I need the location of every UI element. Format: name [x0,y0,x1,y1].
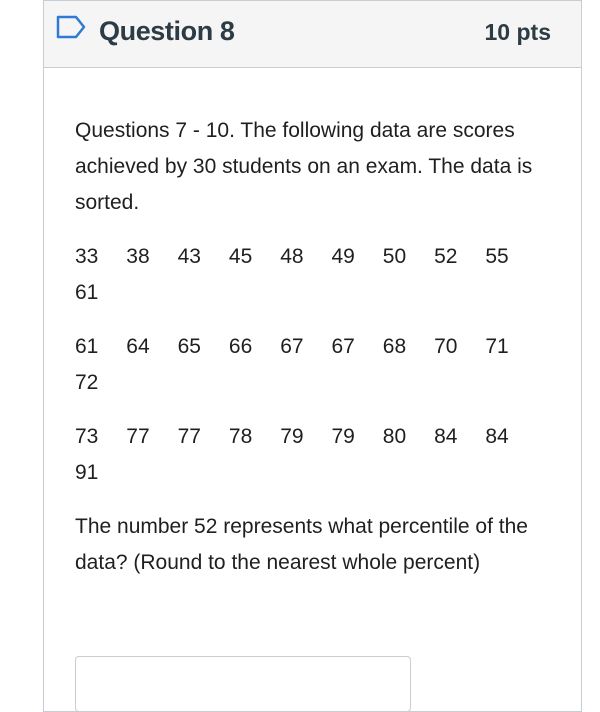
question-intro: Questions 7 - 10. The following data are scores achieved by 30 students on an exam. The data is sorted. [75,119,533,214]
data-value: 80 [382,425,407,448]
answer-input[interactable] [75,656,411,712]
data-value: 71 [485,335,509,358]
data-value: 79 [331,425,355,448]
data-value: 67 [331,335,355,358]
data-value: 38 [126,245,150,268]
data-row [75,329,555,401]
data-value: 79 [280,425,304,448]
question-card [43,0,582,712]
data-value: 49 [331,245,355,268]
data-row [75,239,555,311]
data-value: 78 [228,425,253,448]
data-value: 70 [434,335,458,358]
data-value: 33 [75,245,99,268]
data-value: 91 [75,461,99,484]
question-header [44,1,581,68]
question-points: 10 pts [484,19,551,45]
question-body [75,113,555,581]
data-value: 73 [75,425,99,448]
data-value: 61 [75,335,99,358]
data-value: 45 [228,245,253,268]
data-row [75,419,555,491]
question-text: The number 52 represents what percentile of the data? (Round to the nearest whole percent) [75,515,528,574]
data-value: 84 [434,425,458,448]
data-value: 61 [75,281,99,304]
data-value: 65 [177,335,201,358]
data-value: 68 [382,335,407,358]
data-value: 77 [177,425,201,448]
data-value: 84 [485,425,509,448]
data-value: 55 [485,245,509,268]
data-value: 72 [75,371,99,394]
data-value: 77 [126,425,150,448]
data-values [75,239,555,491]
data-value: 48 [280,245,304,268]
data-value: 52 [434,245,458,268]
data-value: 66 [228,335,253,358]
data-value: 50 [382,245,407,268]
flag-outline-icon[interactable] [56,15,86,39]
question-title: Question 8 [99,16,235,46]
data-value: 67 [280,335,304,358]
data-value: 43 [177,245,201,268]
data-value: 64 [126,335,150,358]
